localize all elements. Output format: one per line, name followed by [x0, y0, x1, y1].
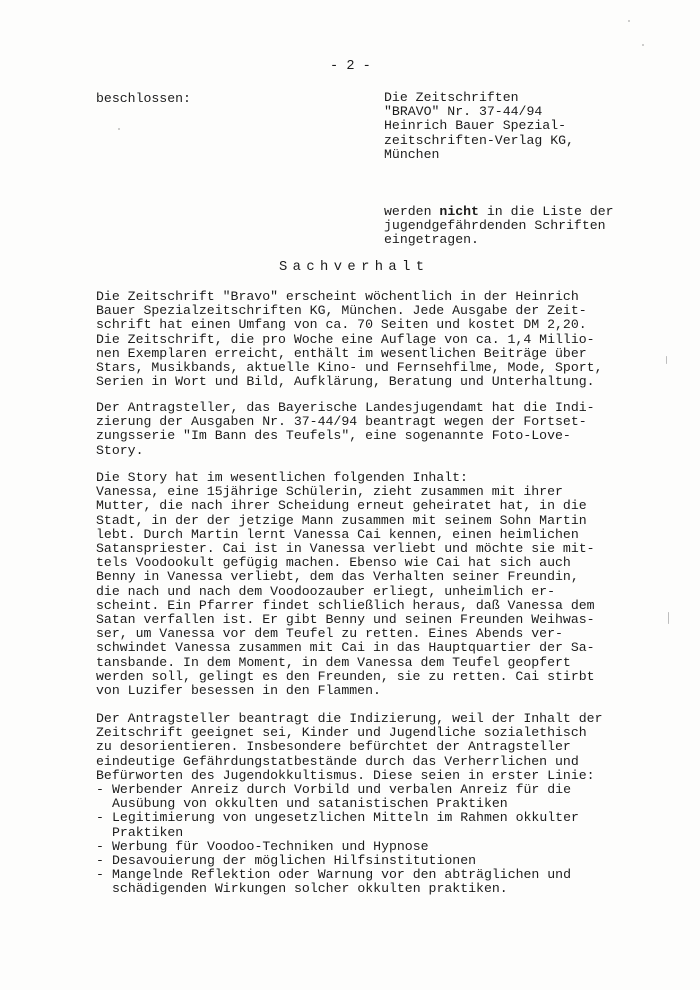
list-item — [96, 783, 579, 811]
result-text: in die Liste der — [478, 204, 614, 219]
paragraph-line: Satan verfallen ist. Er gibt Benny und seinen Freunden Weihwas- — [96, 612, 595, 628]
scan-speck — [628, 20, 630, 22]
paragraph-line: Die Zeitschrift, die pro Woche eine Auflage von ca. 1,4 Millio- — [96, 331, 595, 347]
bullet-dash: - — [96, 838, 104, 854]
list-item-line: Werbender Anreiz durch Vorbild und verbalen Anreiz für die — [112, 782, 571, 797]
list-item — [96, 840, 579, 854]
list-item-text — [112, 783, 571, 811]
paragraph-line: die nach und nach dem Voodoozauber erliegt, unheimlich er- — [96, 583, 555, 599]
paragraph-application — [96, 401, 595, 458]
decision-line: zeitschriften-Verlag KG, — [384, 132, 574, 148]
paragraph-reasons — [96, 712, 602, 783]
list-item-line: schädigenden Wirkungen solcher okkulten praktiken. — [112, 881, 508, 897]
paragraph-line: zierung der Ausgaben Nr. 37-44/94 beantragt wegen der Fortset- — [96, 414, 587, 430]
list-item-text — [112, 868, 571, 896]
paragraph-line: Befürworten des Jugendokkultismus. Diese seien in erster Linie: — [96, 767, 595, 783]
scan-speck — [118, 128, 120, 130]
decision-subject — [384, 91, 574, 162]
list-item-line: Mangelnde Reflektion oder Warnung vor den abträglichen und — [112, 867, 571, 883]
list-item-line: Desavouierung der möglichen Hilfsinstitutionen — [112, 853, 477, 869]
decision-result-line: eingetragen. — [384, 232, 479, 248]
scan-speck — [642, 44, 644, 46]
paragraph-line: Story. — [96, 442, 144, 458]
section-heading: Sachverhalt — [279, 260, 430, 275]
reasons-list — [96, 783, 579, 897]
list-item-line: Ausübung von okkulten und satanistischen Praktiken — [112, 796, 508, 812]
paragraph-line: lebt. Durch Martin lernt Vanessa Cai kennen, einen heimlichen — [96, 526, 579, 542]
bullet-dash: - — [96, 867, 104, 883]
scan-speck — [668, 612, 669, 624]
paragraph-line: Die Story hat im wesentlichen folgenden Inhalt: — [96, 470, 468, 485]
decision-result-line — [384, 205, 614, 219]
paragraph-line: Der Antragsteller, das Bayerische Landesjugendamt hat die Indi- — [96, 400, 595, 415]
paragraph-line: Serien in Wort und Bild, Aufklärung, Beratung und Unterhaltung. — [96, 374, 595, 390]
page-number: - 2 - — [330, 59, 371, 74]
paragraph-line: Bauer Spezialzeitschriften KG, München. Jede Ausgabe der Zeit- — [96, 303, 587, 319]
decision-result-line: jugendgefährdenden Schriften — [384, 218, 606, 234]
scan-speck — [666, 356, 667, 364]
paragraph-line: zu desorientieren. Insbesondere befürchtet der Antragsteller — [96, 739, 571, 755]
paragraph-line: scheint. Ein Pfarrer findet schließlich heraus, daß Vanessa dem — [96, 597, 595, 613]
paragraph-line: Satanspriester. Cai ist in Vanessa verliebt und möchte sie mit- — [96, 541, 595, 557]
list-item — [96, 854, 579, 868]
list-item-line: Praktiken — [112, 824, 184, 840]
paragraph-line: ser, um Vanessa vor dem Teufel zu retten. Eines Abends ver- — [96, 626, 563, 642]
paragraph-line: Die Zeitschrift "Bravo" erscheint wöchentlich in der Heinrich — [96, 289, 579, 304]
paragraph-line: Mutter, die nach ihrer Scheidung erneut geheiratet hat, in die — [96, 498, 587, 514]
paragraph-line: Zeitschrift geeignet sei, Kinder und Jugendliche sozialethisch — [96, 725, 587, 741]
bullet-dash: - — [96, 853, 104, 869]
result-emphasis: nicht — [439, 204, 479, 219]
list-item-line: Legitimierung von ungesetzlichen Mitteln im Rahmen okkulter — [112, 810, 579, 826]
paragraph-story — [96, 471, 595, 698]
paragraph-line: Vanessa, eine 15jährige Schülerin, zieht zusammen mit ihrer — [96, 484, 563, 500]
paragraph-line: nen Exemplaren erreicht, enthält im wesentlichen Beiträge über — [96, 345, 587, 361]
result-text: werden — [384, 204, 440, 219]
paragraph-line: werden soll, gelingt es den Freunden, sie zu retten. Cai stirbt — [96, 668, 595, 684]
decision-line: München — [384, 146, 440, 162]
decision-line: Die Zeitschriften — [384, 90, 519, 105]
paragraph-line: schwindet Vanessa zusammen mit Cai in das Hauptquartier der Sa- — [96, 640, 595, 656]
paragraph-line: tels Voodookult gefügig machen. Ebenso wie Cai hat sich auch — [96, 555, 571, 571]
paragraph-line: Benny in Vanessa verliebt, dem das Verhalten seiner Freundin, — [96, 569, 579, 585]
list-item — [96, 811, 579, 839]
paragraph-line: von Luzifer besessen in den Flammen. — [96, 683, 381, 699]
paragraph-line: tansbande. In dem Moment, in dem Vanessa dem Teufel geopfert — [96, 654, 571, 670]
decision-result — [384, 205, 614, 248]
paragraph-line: schrift hat einen Umfang von ca. 70 Seiten und kostet DM 2,20. — [96, 317, 587, 333]
list-item-text — [112, 811, 579, 839]
decision-line: Heinrich Bauer Spezial- — [384, 118, 567, 134]
paragraph-line: eindeutige Gefährdungstatbestände durch das Verherrlichen und — [96, 753, 579, 769]
bullet-dash: - — [96, 782, 104, 797]
list-item — [96, 868, 579, 896]
decision-line: "BRAVO" Nr. 37-44/94 — [384, 104, 543, 120]
paragraph-line: Stars, Musikbands, aktuelle Kino- und Fernsehfilme, Mode, Sport, — [96, 360, 603, 376]
bullet-dash: - — [96, 810, 104, 826]
paragraph-line: Der Antragsteller beantragt die Indizierung, weil der Inhalt der — [96, 711, 603, 726]
paragraph-line: zungsserie "Im Bann des Teufels", eine sogenannte Foto-Love- — [96, 428, 571, 444]
paragraph-line: Stadt, in der der jetzige Mann zusammen mit seinem Sohn Martin — [96, 512, 587, 528]
list-item-line: Werbung für Voodoo-Techniken und Hypnose — [112, 838, 429, 854]
paragraph-publication — [96, 290, 602, 389]
decision-label: beschlossen: — [96, 91, 191, 106]
